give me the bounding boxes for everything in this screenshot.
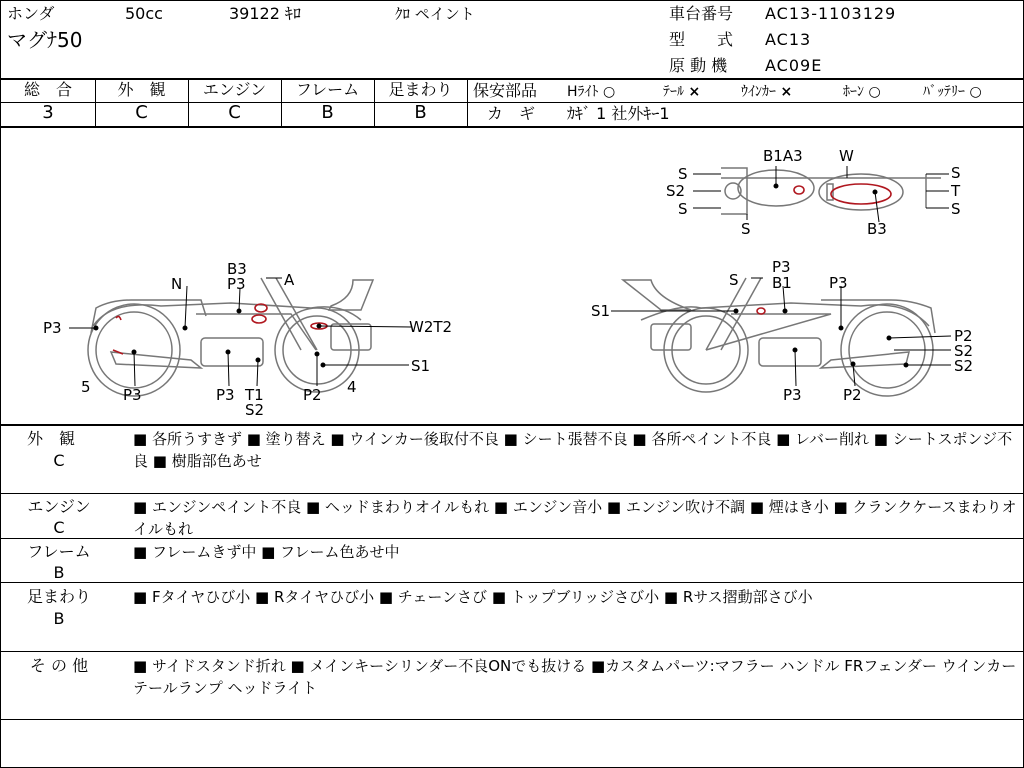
divider <box>1 424 1023 426</box>
type-label: 型 式 <box>669 30 734 49</box>
divider <box>467 102 1023 103</box>
divider <box>1 538 1023 539</box>
label-p3: P3 <box>227 275 246 293</box>
safety-label: 保安部品 <box>473 81 538 100</box>
divider <box>1 582 1023 583</box>
label-p3: P3 <box>829 274 848 292</box>
color: ｸﾛ ペイント <box>395 5 475 23</box>
label-w2t2: W2T2 <box>409 318 453 336</box>
model-name: マグﾅ50 <box>7 28 83 52</box>
label-p2: P2 <box>954 327 973 345</box>
label-s2: S2 <box>954 342 974 360</box>
safety-item: ﾃｰﾙ × <box>663 84 701 100</box>
bike-side-left <box>88 278 373 396</box>
grade-value-engine: C <box>228 102 241 123</box>
grade-value-suspension: B <box>414 102 427 123</box>
frame-no: AC13-1103129 <box>765 4 897 23</box>
section-title: フレーム <box>27 542 91 561</box>
label-s2: S2 <box>666 182 686 200</box>
label-b1a3: B1A3 <box>763 147 803 165</box>
type-value: AC13 <box>765 30 812 49</box>
label-p2: P2 <box>843 386 862 404</box>
label-s: S <box>951 200 961 218</box>
label-b3: B3 <box>867 220 887 238</box>
mileage: 39122 ｷﾛ <box>229 4 301 23</box>
status-mark: × <box>688 84 701 100</box>
grade-label-engine: エンジン <box>202 80 267 99</box>
label-s: S <box>678 200 688 218</box>
label-s: S <box>741 220 751 238</box>
status-mark: ○ <box>602 84 616 100</box>
section-text: ■ フレームきず中 ■ フレーム色あせ中 <box>133 543 400 561</box>
displacement: 50cc <box>125 4 163 23</box>
safety-item: ｳｲﾝｶｰ × <box>741 84 793 100</box>
grade-label-frame: フレーム <box>295 80 360 99</box>
divider <box>1 651 1023 652</box>
grade-value-exterior: C <box>135 102 148 123</box>
bike-top-view <box>721 168 941 214</box>
safety-item: Hﾗｲﾄ ○ <box>567 84 616 100</box>
section-grade: B <box>53 609 65 628</box>
safety-item: ﾊﾞｯﾃﾘｰ ○ <box>923 84 982 100</box>
section-title: 外 観 <box>26 429 75 448</box>
frame-no-label: 車台番号 <box>669 4 734 23</box>
label-s: S <box>678 165 688 183</box>
label-s: S <box>729 271 739 289</box>
label-s2: S2 <box>245 401 265 419</box>
section-grade: B <box>53 563 65 582</box>
grade-value-frame: B <box>321 102 334 123</box>
safety-item: ﾎｰﾝ ○ <box>843 84 881 100</box>
section-text: ■ Fタイヤひび小 ■ Rタイヤひび小 ■ チェーンさび ■ トップブリッジさび小 ■ Rサス摺動部さび小 <box>133 588 813 606</box>
grade-label-exterior: 外 観 <box>117 80 166 99</box>
label-s1: S1 <box>591 302 611 320</box>
section-grade: C <box>53 451 65 470</box>
divider <box>1 719 1023 720</box>
label-w: W <box>839 147 854 165</box>
key-value: ｶｷﾞ 1 社外ｷｰ1 <box>567 104 670 123</box>
label-p2: P2 <box>303 386 322 404</box>
label-b3: B3 <box>227 260 247 278</box>
status-mark: ○ <box>868 84 881 100</box>
section-text: ■ サイドスタンド折れ ■ メインキーシリンダー不良ONでも抜ける ■カスタムパーツ:マフラー ハンドル FRフェンダー ウインカー テールランプ ヘッドライト <box>133 657 1017 697</box>
label-p3: P3 <box>123 386 142 404</box>
label-p3: P3 <box>783 386 802 404</box>
label-t1: T1 <box>245 386 264 404</box>
label-s: S <box>951 164 961 182</box>
label-5: 5 <box>81 378 91 396</box>
grade-value-overall: 3 <box>42 102 54 123</box>
label-s2: S2 <box>954 357 974 375</box>
section-title: エンジン <box>27 497 91 516</box>
engine-value: AC09E <box>765 56 823 75</box>
status-mark: × <box>780 84 793 100</box>
key-label: カ ギ <box>487 104 536 123</box>
label-b1: B1 <box>772 274 792 292</box>
damage-diagram <box>1 128 1023 424</box>
label-a: A <box>284 271 295 289</box>
maker: ホンダ <box>7 4 55 23</box>
label-p3: P3 <box>43 319 62 337</box>
section-text: ■ 各所うすきず ■ 塗り替え ■ ウインカー後取付不良 ■ シート張替不良 ■ 各所ペイント不良 ■ レバー削れ ■ シートスポンジ不良 ■ 樹脂部色あせ <box>133 430 1013 470</box>
section-title: 足まわり <box>26 587 91 606</box>
label-p3: P3 <box>216 386 235 404</box>
diagram-labels-left <box>43 260 452 419</box>
label-4: 4 <box>347 378 357 396</box>
section-title: そ の 他 <box>29 656 89 675</box>
status-mark: ○ <box>969 84 982 100</box>
grade-label-suspension: 足まわり <box>388 80 453 99</box>
divider <box>1 493 1023 494</box>
label-p3: P3 <box>772 258 791 276</box>
grade-label-overall: 総 合 <box>23 80 72 99</box>
section-text: ■ エンジンペイント不良 ■ ヘッドまわりオイルもれ ■ エンジン音小 ■ エンジン吹け不調 ■ 煙はき小 ■ クランクケースまわりオイルもれ <box>133 498 1017 538</box>
label-s1: S1 <box>411 357 431 375</box>
label-n: N <box>171 275 183 293</box>
engine-label: 原 動 機 <box>669 56 728 75</box>
label-t: T <box>951 182 961 200</box>
section-grade: C <box>53 518 65 537</box>
